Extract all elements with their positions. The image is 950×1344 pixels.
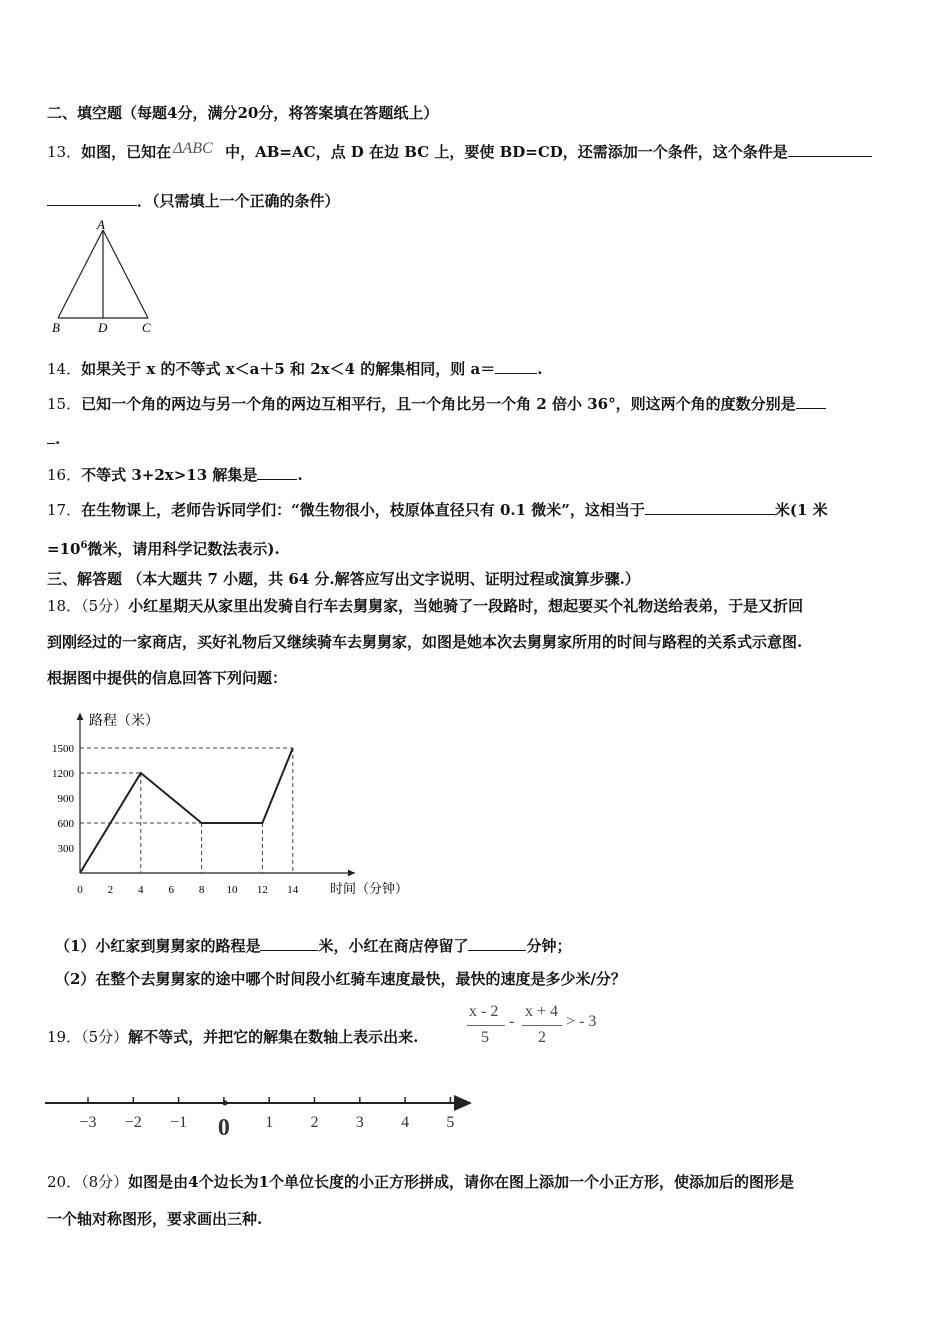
q18-sub1-blank-1[interactable] bbox=[260, 935, 318, 951]
q15-line bbox=[47, 393, 826, 414]
label-b: B bbox=[52, 320, 60, 335]
section-3-heading: 三、解答题 （本大题共 7 小题，共 64 分.解答应写出文字说明、证明过程或演算步骤.） bbox=[47, 570, 640, 588]
q14-answer-blank[interactable] bbox=[495, 358, 537, 374]
number-line-label: −3 bbox=[79, 1114, 97, 1131]
q16-answer-blank[interactable] bbox=[257, 464, 297, 480]
number-line-label: 2 bbox=[310, 1114, 319, 1131]
q17-number: 17． bbox=[47, 501, 82, 519]
q13-line-1 bbox=[47, 141, 872, 162]
number-line-label: 1 bbox=[265, 1114, 274, 1131]
q17-exponent: 6 bbox=[80, 540, 88, 551]
q18-text-1: 小红星期天从家里出发骑自行车去舅舅家，当她骑了一段路时，想起要买个礼物送给表弟，于是又折回 bbox=[128, 597, 804, 615]
q18-sub1-text-b: 米，小红在商店停留了 bbox=[318, 937, 469, 955]
q14-end: . bbox=[537, 360, 543, 378]
y-tick-label: 300 bbox=[57, 843, 74, 855]
q18-line-2: 到刚经过的一家商店，买好礼物后又继续骑车去舅舅家，如图是她本次去舅舅家所用的时间与路程的关系式示意图. bbox=[47, 633, 803, 651]
q19-number-line[interactable] bbox=[40, 1085, 480, 1145]
x-tick-label: 4 bbox=[138, 884, 144, 896]
q18-number: 18． bbox=[47, 597, 82, 615]
label-c: C bbox=[142, 320, 151, 335]
q13-triangle-figure bbox=[48, 218, 168, 338]
q15-answer-blank-2[interactable] bbox=[47, 428, 55, 444]
q16-text: 不等式 3+2x>13 解集是 bbox=[81, 466, 258, 484]
q17-text-3a: =10 bbox=[47, 540, 81, 558]
q20-text-1: 如图是由4个边长为1个单位长度的小正方形拼成，请你在图上添加一个小正方形，使添加后的图形是 bbox=[128, 1173, 795, 1191]
number-line-label: 4 bbox=[401, 1114, 410, 1131]
q20-score: （8分） bbox=[81, 1173, 129, 1191]
q18-sub1-blank-2[interactable] bbox=[468, 935, 526, 951]
x-tick-label: 6 bbox=[168, 884, 174, 896]
q18-score: （5分） bbox=[81, 597, 129, 615]
x-tick-label: 10 bbox=[226, 884, 238, 896]
side-ab bbox=[58, 230, 103, 318]
q18-sub1 bbox=[55, 935, 571, 956]
q13-answer-blank-2[interactable] bbox=[47, 190, 137, 206]
distance-line bbox=[80, 748, 293, 873]
q14-number: 14． bbox=[47, 360, 82, 378]
fraction-2-denominator: 2 bbox=[538, 1029, 546, 1046]
q18-sub2: （2）在整个去舅舅家的途中哪个时间段小红骑车速度最快，最快的速度是多少米/分？ bbox=[55, 970, 626, 988]
q19-score: （5分） bbox=[81, 1028, 129, 1046]
label-d: D bbox=[98, 320, 108, 335]
y-axis-label: 路程（米） bbox=[89, 714, 159, 729]
q19-text: 解不等式，并把它的解集在数轴上表示出来. bbox=[128, 1028, 419, 1046]
q13-triangle-math: ΔABC bbox=[173, 140, 213, 157]
q13-line-2 bbox=[47, 190, 340, 211]
q20-line-1 bbox=[47, 1172, 794, 1192]
q14-line bbox=[47, 358, 542, 379]
x-axis-label: 时间（分钟） bbox=[330, 881, 409, 896]
q17-line-1 bbox=[47, 499, 828, 520]
q16-line bbox=[47, 464, 303, 485]
number-line-label: 3 bbox=[355, 1114, 364, 1131]
q20-number: 20． bbox=[47, 1173, 82, 1191]
q18-distance-time-chart bbox=[40, 705, 440, 905]
q13-number: 13． bbox=[47, 143, 82, 161]
fraction-1-denominator: 5 bbox=[481, 1029, 489, 1046]
x-tick-label: 0 bbox=[77, 884, 83, 896]
fraction-2-numerator: x + 4 bbox=[525, 1003, 559, 1020]
x-tick-label: 12 bbox=[256, 884, 268, 896]
q19-number: 19． bbox=[47, 1028, 82, 1046]
q13-text-2: 中，AB=AC，点 D 在边 BC 上，要使 BD=CD，还需添加一个条件，这个条件是 bbox=[225, 143, 788, 161]
q13-text-3: ．（只需填上一个正确的条件） bbox=[137, 192, 340, 210]
y-tick-label: 1500 bbox=[52, 743, 74, 755]
fraction-2-bar bbox=[522, 1025, 562, 1026]
q13-text-1: 如图，已知在 bbox=[81, 143, 172, 161]
q16-end: . bbox=[297, 466, 303, 484]
q18-sub1-text-a: （1）小红家到舅舅家的路程是 bbox=[55, 937, 261, 955]
q16-number: 16． bbox=[47, 466, 82, 484]
minus-sign: - bbox=[509, 1013, 515, 1030]
inequality-rhs: > - 3 bbox=[566, 1013, 597, 1030]
q17-text-1: 在生物课上，老师告诉同学们：“微生物很小，枝原体直径只有 0.1 微米”，这相当于 bbox=[81, 501, 645, 519]
x-tick-label: 2 bbox=[107, 884, 114, 896]
fraction-1-bar bbox=[467, 1025, 505, 1026]
q14-text: 如果关于 x 的不等式 x＜a＋5 和 2x＜4 的解集相同，则 a＝ bbox=[81, 360, 496, 378]
number-line-label: 0 bbox=[217, 1115, 230, 1141]
y-tick-label: 600 bbox=[57, 818, 74, 830]
q17-text-3b: 微米，请用科学记数法表示). bbox=[87, 540, 280, 558]
q15-line-2 bbox=[47, 428, 60, 449]
q17-text-2: 米(1 米 bbox=[774, 501, 828, 519]
number-line-label: −1 bbox=[170, 1114, 188, 1131]
q17-answer-blank[interactable] bbox=[645, 499, 775, 515]
q15-end: . bbox=[55, 430, 61, 448]
q18-line-3: 根据图中提供的信息回答下列问题： bbox=[47, 669, 288, 687]
q18-sub1-text-c: 分钟； bbox=[526, 937, 572, 955]
y-tick-label: 1200 bbox=[52, 768, 74, 780]
q18-line-1 bbox=[47, 596, 803, 616]
fraction-1-numerator: x - 2 bbox=[469, 1003, 499, 1020]
q15-number: 15． bbox=[47, 395, 82, 413]
x-tick-label: 8 bbox=[198, 884, 205, 896]
q17-line-2 bbox=[47, 536, 280, 559]
side-ac bbox=[103, 230, 148, 318]
x-tick-label: 14 bbox=[287, 884, 299, 896]
q15-text: 已知一个角的两边与另一个角的两边互相平行，且一个角比另一个角 2 倍小 36°，则这两个角的度数分别是 bbox=[81, 395, 796, 413]
q13-answer-blank-1[interactable] bbox=[788, 141, 872, 157]
q19-line bbox=[47, 1027, 418, 1047]
y-tick-label: 900 bbox=[57, 793, 74, 805]
q15-answer-blank-1[interactable] bbox=[796, 393, 826, 409]
label-a: A bbox=[97, 218, 105, 232]
number-line-label: 5 bbox=[446, 1114, 455, 1131]
q20-line-2: 一个轴对称图形，要求画出三种. bbox=[47, 1210, 263, 1228]
section-2-heading: 二、填空题（每题4分，满分20分，将答案填在答题纸上） bbox=[47, 104, 439, 122]
number-line-label: −2 bbox=[124, 1114, 142, 1131]
